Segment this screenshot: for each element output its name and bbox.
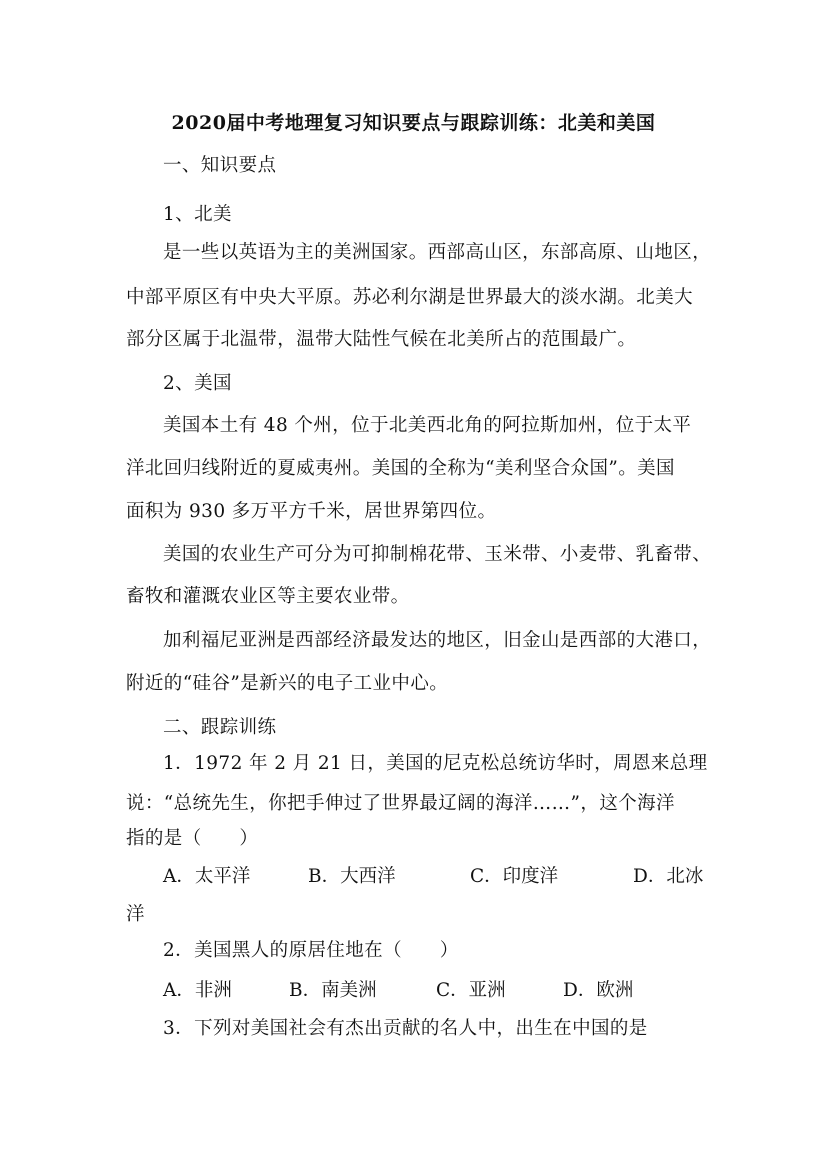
question-1-option-b: B．大西洋	[308, 866, 396, 887]
question-2-option-c: C．亚洲	[436, 980, 506, 1001]
section-heading-practice: 二、跟踪训练	[163, 717, 277, 738]
question-1-line: 1．1972 年 2 月 21 日，美国的尼克松总统访华时，周恩来总理	[163, 753, 708, 774]
question-1-option-a: A．太平洋	[163, 866, 251, 887]
paragraph-line: 附近的“硅谷”是新兴的电子工业中心。	[126, 673, 449, 694]
paragraph-line: 洋北回归线附近的夏威夷州。美国的全称为“美利坚合众国”。美国	[126, 458, 675, 479]
paragraph-line: 部分区属于北温带，温带大陆性气候在北美所占的范围最广。	[126, 329, 637, 350]
paragraph-line: 面积为 930 多万平方千米，居世界第四位。	[126, 501, 497, 522]
question-1-line: 指的是（ ）	[126, 828, 259, 849]
question-2-line: 2．美国黑人的原居住地在（ ）	[163, 940, 459, 961]
document-title: 2020届中考地理复习知识要点与跟踪训练：北美和美国	[171, 112, 656, 134]
paragraph-line: 美国的农业生产可分为可抑制棉花带、玉米带、小麦带、乳畜带、	[163, 544, 712, 565]
question-3-line: 3．下列对美国社会有杰出贡献的名人中，出生在中国的是	[163, 1018, 648, 1039]
subheading-north-america: 1、北美	[163, 204, 232, 225]
paragraph-line: 加利福尼亚洲是西部经济最发达的地区，旧金山是西部的大港口，	[163, 630, 712, 651]
paragraph-line: 中部平原区有中央大平原。苏必利尔湖是世界最大的淡水湖。北美大	[126, 287, 694, 308]
question-2-option-d: D．欧洲	[563, 980, 634, 1001]
subheading-usa: 2、美国	[163, 373, 232, 394]
question-1-option-c: C．印度洋	[470, 866, 559, 887]
question-1-option-d: D．北冰	[633, 866, 704, 887]
question-1-line: 说：“总统先生，你把手伸过了世界最辽阔的海洋……”，这个海洋	[126, 793, 675, 814]
question-2-option-b: B．南美洲	[289, 980, 377, 1001]
paragraph-line: 美国本土有 48 个州，位于北美西北角的阿拉斯加州，位于太平	[163, 415, 692, 436]
paragraph-line: 畜牧和灌溉农业区等主要农业带。	[126, 586, 410, 607]
question-2-option-a: A．非洲	[163, 980, 232, 1001]
paragraph-line: 是一些以英语为主的美洲国家。西部高山区，东部高原、山地区，	[163, 242, 712, 263]
section-heading-knowledge: 一、知识要点	[163, 155, 277, 176]
question-1-option-d-wrap: 洋	[126, 904, 145, 925]
